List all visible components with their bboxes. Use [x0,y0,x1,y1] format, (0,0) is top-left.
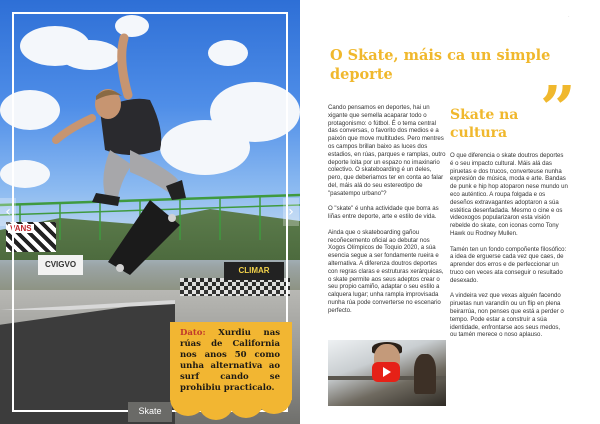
prev-page-button[interactable]: ‹ [0,198,16,226]
left-column [328,104,446,322]
paragraph: O "skate" é unha actividade que borra as liñas entre deporte, arte e estilo de vida. [328,205,439,221]
youtube-play-icon[interactable] [372,362,400,382]
quote-mark-icon: ” [540,72,576,145]
next-page-button[interactable]: › [283,198,299,226]
paragraph: Ainda que o skateboarding gañou recoñecemento oficial ao debutar nos Xogos Olímpicos de Toquio 2020, a súa esencia segue a ser fondamente rueira e alternativa. A diferenza doutros deportes con regras claras e estruturas xerárquicas, o skate permite aos seus adeptos crear o seu propio camiño, adaptar o seu estilo a calquera lugar; unha rampla improvisada nunha rúa pode converterse no escenario perfecto. [328,228,444,314]
fact-body: Xurdiu nas rúas de California nos anos 50 como unha alternativa ao surf cando se prohibiu practicalo. [180,328,280,393]
vans-banner: VANS [6,222,56,252]
play-triangle-icon [383,367,391,377]
page-marker: · [568,14,570,20]
paragraph: O que diferencia o skate doutros deportes é o seu impacto cultural. Máis alá das piruetas e dos trucos, converteuse nunha expresión de música, moda e arte. Bandas de punk e hip hop atoparon nese mundo un eco auténtico. A roupa folgada e os deseños extravagantes adoptaron a súa estética desenfadada. Mesmo o cine e os videoxogos popularizaron esta visión rebelde do skate, con iconas como Tony Hawk ou Rodney Mullen. [450,152,568,237]
vigvo-banner: CVIGVO [38,255,83,275]
video-person [414,354,436,394]
photo-caption: Skate [138,406,162,416]
section-title: Skate na cultura [450,107,519,141]
right-column [450,152,568,347]
video-embed[interactable] [328,340,446,406]
paragraph: Tamén ten un fondo compoñente filosófico: a idea de erguerse cada vez que caes, de aprender dos erros e de perfeccionar un truco cen veces ata conseguir o resultado desexado. [450,245,567,284]
paragraph: Cando pensamos en deportes, hai un xigante que semella acaparar todo o protagonismo: o fútbol. É o tema central das conversas, o favorito dos medios e a paixón que move multitudes. Pero mentres os campos brillan baixo as luces dos estadios, en rúas, parques e ramplas, outro deporte loita por un espazo no imaxinario colectivo. O skateboarding é un deles, pero, que deberiamos ter en conta ao falar del, máis alá do seu estereotipo de "pasatempo urbano"? [328,104,446,197]
climar-banner: CLIMAR [224,262,284,280]
fact-text [180,328,280,394]
paragraph: A vindeira vez que vexas alguén facendo piruetas nun varandín ou un flip en plena beirarrúa, non penses que está a perder o tempo. Pode estar a construír a súa identidade, enfrontarse aos seus medos, ou tamén merece o noso aplauso. [450,292,564,339]
fact-bubble [170,322,292,422]
article-title: O Skate, máis ca un simple deporte [330,47,551,83]
article-page [300,0,600,424]
fact-label: Dato: [180,328,206,338]
